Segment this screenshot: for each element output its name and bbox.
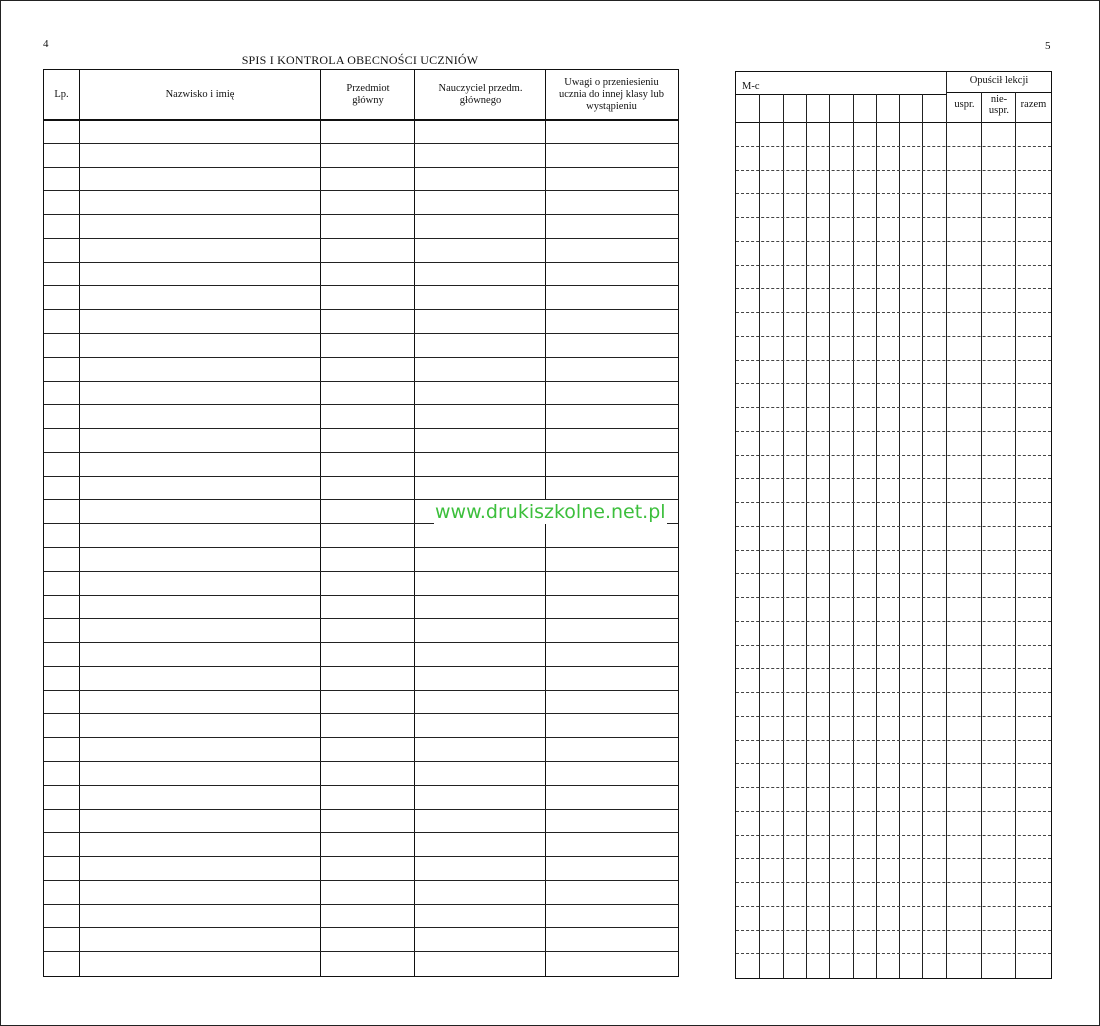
table-row-line	[44, 927, 678, 928]
attendance-table	[735, 71, 1052, 979]
header-missed-lessons: Opuścił lekcji	[969, 75, 1029, 86]
table-row-line	[44, 285, 678, 286]
table-row-line	[44, 309, 678, 310]
table-row-line	[736, 241, 1051, 242]
table-row-line	[44, 880, 678, 881]
table-row-line	[736, 787, 1051, 788]
table-row-line	[736, 550, 1051, 551]
day-column-divider	[922, 94, 923, 978]
table-row-line	[736, 455, 1051, 456]
page-title: SPIS I KONTROLA OBECNOŚCI UCZNIÓW	[241, 53, 479, 67]
table-row-line	[44, 190, 678, 191]
table-row-line	[736, 763, 1051, 764]
table-row-line	[736, 906, 1051, 907]
table-row-line	[736, 146, 1051, 147]
table-row-line	[736, 858, 1051, 859]
table-row-line	[44, 476, 678, 477]
table-row-line	[736, 645, 1051, 646]
page-number-right: 5	[1045, 40, 1051, 52]
table-row-line	[44, 595, 678, 596]
missed-divider	[946, 92, 1051, 93]
day-column-divider	[759, 94, 760, 978]
month-divider	[736, 94, 946, 95]
table-row-line	[44, 713, 678, 714]
header-excused: uspr.	[954, 99, 975, 110]
table-row-line	[736, 692, 1051, 693]
table-row-line	[44, 737, 678, 738]
table-row-line	[736, 953, 1051, 954]
table-row-line	[736, 502, 1051, 503]
table-row-line	[44, 618, 678, 619]
header-name: Nazwisko i imię	[165, 88, 235, 100]
page-number-left: 4	[43, 38, 49, 50]
header-unexcused: nie- uspr.	[988, 94, 1010, 116]
table-row-line	[736, 526, 1051, 527]
table-row-line	[44, 214, 678, 215]
table-row-line	[736, 407, 1051, 408]
table-row-line	[44, 785, 678, 786]
table-row-line	[736, 288, 1051, 289]
table-row-line	[44, 761, 678, 762]
day-column-divider	[853, 94, 854, 978]
table-row-line	[736, 265, 1051, 266]
table-row-line	[736, 431, 1051, 432]
table-row-line	[44, 357, 678, 358]
day-column-divider	[876, 94, 877, 978]
table-row-line	[736, 478, 1051, 479]
table-row-line	[736, 360, 1051, 361]
table-row-line	[736, 573, 1051, 574]
table-row-line	[44, 262, 678, 263]
table-row-line	[44, 428, 678, 429]
table-row-line	[736, 930, 1051, 931]
table-row-line	[736, 740, 1051, 741]
table-row-line	[736, 170, 1051, 171]
table-row-line	[44, 809, 678, 810]
table-row-line	[736, 193, 1051, 194]
day-column-divider	[806, 94, 807, 978]
table-row-line	[44, 238, 678, 239]
table-row-line	[736, 882, 1051, 883]
missed-column-divider	[981, 92, 982, 978]
table-row-line	[44, 381, 678, 382]
table-row-line	[736, 383, 1051, 384]
table-row-line	[736, 217, 1051, 218]
table-row-line	[44, 143, 678, 144]
table-row-line	[44, 904, 678, 905]
table-row-line	[44, 571, 678, 572]
table-row-line	[736, 668, 1051, 669]
header-month: M-c	[742, 81, 760, 92]
table-row-line	[44, 404, 678, 405]
day-column-divider	[829, 94, 830, 978]
header-lp: Lp.	[54, 88, 69, 100]
table-row-line	[44, 333, 678, 334]
table-row-line	[44, 452, 678, 453]
table-row-line	[44, 167, 678, 168]
table-row-line	[44, 951, 678, 952]
table-row-line	[736, 312, 1051, 313]
table-row-line	[736, 811, 1051, 812]
table-row-line	[44, 666, 678, 667]
table-row-line	[44, 690, 678, 691]
day-column-divider	[899, 94, 900, 978]
table-row-line	[736, 835, 1051, 836]
table-row-line	[736, 336, 1051, 337]
header-total: razem	[1020, 99, 1047, 110]
header-subject: Przedmiot główny	[346, 82, 390, 106]
table-row-line	[44, 642, 678, 643]
table-row-line	[736, 597, 1051, 598]
table-row-line	[44, 856, 678, 857]
header-teacher: Nauczyciel przedm. głównego	[438, 82, 523, 106]
table-row-line	[44, 547, 678, 548]
day-column-divider	[783, 94, 784, 978]
table-row-line	[736, 621, 1051, 622]
watermark: www.drukiszkolne.net.pl	[435, 501, 666, 523]
table-row-line	[44, 832, 678, 833]
header-divider	[44, 119, 678, 121]
missed-column-divider	[1015, 92, 1016, 978]
header-notes: Uwagi o przeniesieniu ucznia do innej klasy lub wystąpieniu	[559, 76, 664, 112]
table-row-line	[736, 716, 1051, 717]
